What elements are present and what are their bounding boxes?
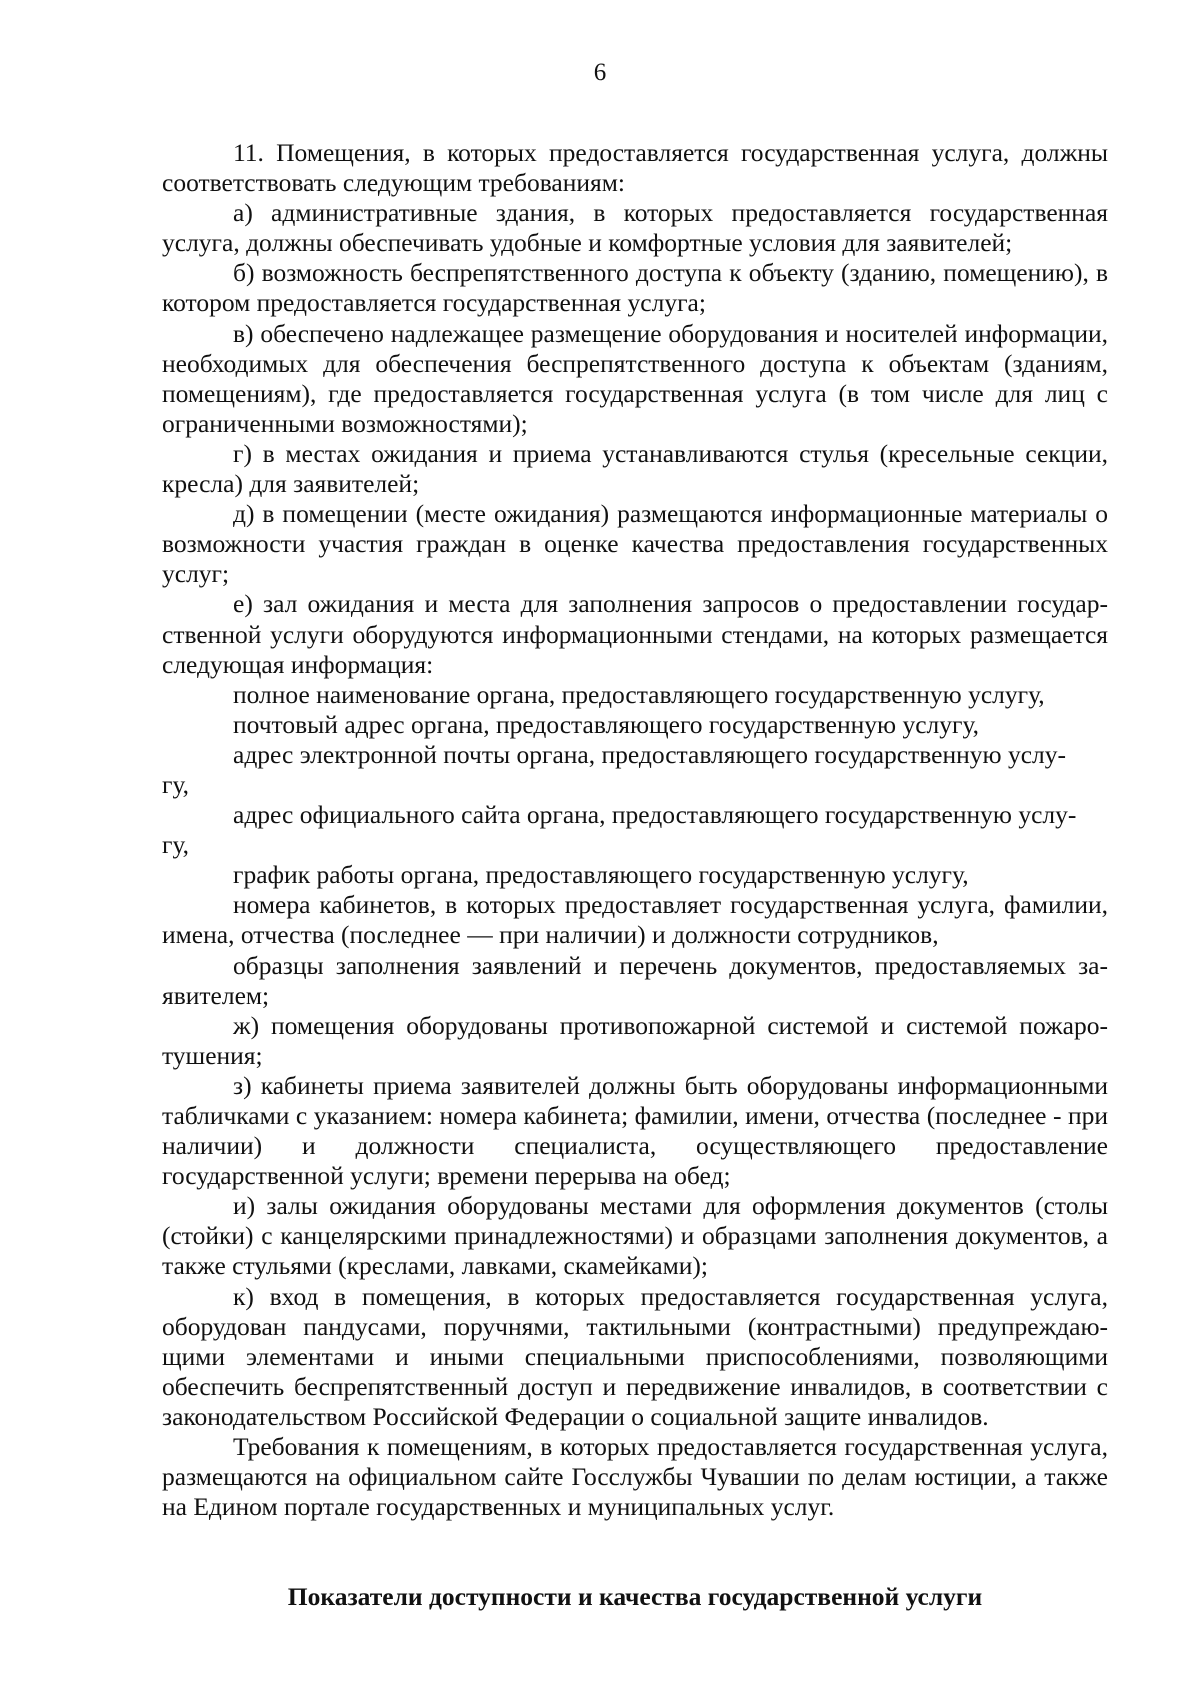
list-item-samples: образцы заполнения заявлений и перечень документов, предоставляемых заявителем; bbox=[162, 950, 1108, 1010]
list-item-room-numbers: номера кабинетов, в которых предоставляет государственная услуга, фамилии, имена, отчества (последнее — при наличии) и должности сотрудников, bbox=[162, 890, 1108, 950]
paragraph-11: 11. Помещения, в которых предоставляется государственная услуга, должны соответствовать следующим требованиям: bbox=[162, 138, 1108, 198]
paragraph-zh: ж) помещения оборудованы противопожарной системой и системой пожаротушения; bbox=[162, 1010, 1108, 1070]
list-item-email: адрес электронной почты органа, предоставляющего государственную услу- bbox=[233, 739, 1066, 769]
body-text bbox=[162, 138, 1108, 1522]
list-item-website: адрес официального сайта органа, предоставляющего государственную услу- bbox=[233, 800, 1077, 830]
paragraph-d: д) в помещении (месте ожидания) размещаются информационные материалы о возможности участия граждан в оценке качества предоставления государственных услуг; bbox=[162, 499, 1108, 589]
list-item-full-name: полное наименование органа, предоставляющего государственную услугу, bbox=[233, 679, 1045, 709]
paragraph-v: в) обеспечено надлежащее размещение оборудования и носителей информации, необходимых для обеспечения беспрепятственного доступа к объектам (зданиям, помещениям), где предоставляется государственная услуга (в том числе для лиц с ограниченными возможностями); bbox=[162, 318, 1108, 438]
paragraph-e: е) зал ожидания и места для заполнения запросов о предоставлении государственной услуги оборудуются информационными стендами, на которых размещается следующая информация: bbox=[162, 589, 1108, 679]
paragraph-b: б) возможность беспрепятственного доступа к объекту (зданию, помещению), в котором предоставляется государственная услуга; bbox=[162, 258, 1108, 318]
paragraph-i: и) залы ожидания оборудованы местами для оформления документов (столы (стойки) с канцелярскими принадлежностями) и образцами заполнения документов, а также стульями (креслами, лавками, скамейками); bbox=[162, 1191, 1108, 1281]
list-item-email-tail: гу, bbox=[162, 769, 190, 799]
paragraph-z: з) кабинеты приема заявителей должны быть оборудованы информационными табличками с указанием: номера кабинета; фамилии, имени, отчества (последнее - при наличии) и должности специалиста, осуществляющего предоставление государственной услуги; времени перерыва на обед; bbox=[162, 1070, 1108, 1191]
section-heading: Показатели доступности и качества государственной услуги bbox=[287, 1582, 983, 1611]
list-item-website-tail: гу, bbox=[162, 830, 190, 860]
paragraph-requirements: Требования к помещениям, в которых предоставляется государственная услуга, размещаются на официальном сайте Госслужбы Чувашии по делам юстиции, а также на Едином портале государственных и муниципальных услуг. bbox=[162, 1432, 1108, 1522]
list-item-schedule: график работы органа, предоставляющего государственную услугу, bbox=[233, 860, 969, 890]
page-number: 6 bbox=[593, 59, 607, 86]
paragraph-k: к) вход в помещения, в которых предоставляется государственная услуга, оборудован пандусами, поручнями, тактильными (контрастными) предупреждающими элементами и иными специальными приспособлениями, позволяющими обеспечить беспрепятственный доступ и передвижение инвалидов, в соответствии с законодательством Российской Федерации о социальной защите инвалидов. bbox=[162, 1281, 1108, 1431]
paragraph-g: г) в местах ожидания и приема устанавливаются стулья (кресельные секции, кресла) для заявителей; bbox=[162, 438, 1108, 499]
list-item-postal-address: почтовый адрес органа, предоставляющего государственную услугу, bbox=[233, 709, 980, 739]
paragraph-a: а) административные здания, в которых предоставляется государственная услуга, должны обеспечивать удобные и комфортные условия для заявителей; bbox=[162, 198, 1108, 258]
